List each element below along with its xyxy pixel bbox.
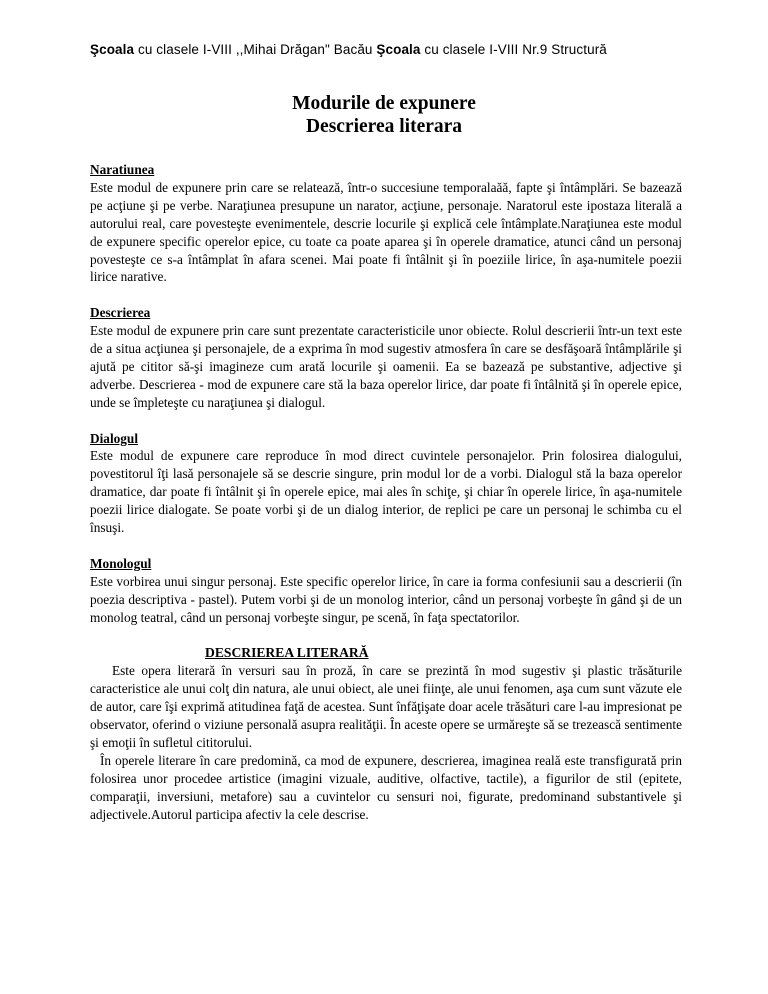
section-heading: Naratiunea (90, 162, 155, 177)
literary-heading: DESCRIEREA LITERARĂ (205, 645, 369, 661)
section-monologul (90, 555, 682, 627)
section-text: Este modul de expunere prin care sunt prezentate caracteristicile unor obiecte. Rolul descrierii într-un text este de a situa acţiunea şi personajele, de a exprima în mod sugestiv atmosfera în care se desfăşoară întâmplările şi ajută pe cititor să-şi imagineze cum arată locurile şi oamenii. Ea se bazează pe substantive, adjective şi adverbe. Descrierea - mod de expunere care stă la baza operelor lirice, dar poate fi întâlnită şi în operele epice, unde se împleteşte cu naraţiunea şi dialogul. (90, 323, 682, 410)
section-text: Este modul de expunere care reproduce în mod direct cuvintele personajelor. Prin folosirea dialogului, povestitorul îţi lasă personajele să se descrie singure, prin modul lor de a vorbi. Dialogul stă la baza operelor dramatice, dar poate fi întâlnit şi în operele epice, mai ales în schiţe, şi chiar în operele lirice, în aşa-numitele poezii lirice dialogate. Se poate vorbi şi de un dialog interior, de replici pe care un personaj le schimba cu el însuşi. (90, 448, 682, 536)
section-heading: Dialogul (90, 430, 139, 446)
title-line-1: Modurile de expunere (292, 93, 476, 114)
section-text: Este modul de expunere prin care se relatează, într-o succesiune temporalaăă, fapte şi întâmplări. Se bazează pe acţiune şi pe verbe. Naraţiunea presupune un narator, acţiune, personaje. Naratorul este ipostaza literală a autorului real, care povesteşte evenimentele, descrie locurile şi explică cele întâmplate.Naraţiunea este modul de expunere specific operelor epice, cu toate ca poate aparea şi în operele dramatice, atunci când un personaj povesteşte ce s-a întâmplat în afara scenei. Mai poate fi întâlnit şi în poeziile lirice, în aşa-numitele poezii lirice narative. (90, 179, 682, 285)
page-header (90, 42, 730, 57)
literary-paragraph-2: În operele literare în care predomină, ca mod de expunere, descrierea, imaginea reală este transfigurată prin folosirea unor procedee artistice (imagini vizuale, auditive, olfactive, tactile), a figurilor de stil (epitete, comparaţii, inversiuni, metafore) sau a cuvintelor cu sensuri noi, figurate, predominand substantivele şi adjectivele.Autorul participa afectiv la cele descrise. (90, 752, 682, 822)
document-title (0, 92, 768, 138)
section-dialogul (90, 430, 682, 537)
header-school-1-rest: cu clasele I-VIII ,,Mihai Drăgan" Bacău (134, 42, 377, 57)
section-naratiunea (90, 161, 682, 286)
section-text: Este vorbirea unui singur personaj. Este specific operelor lirice, în care ia forma confesiunii sau a descrierii (în poezia descriptiva - pastel). Putem vorbi şi de un monolog interior, când un personaj vorbeşte în gând şi de un monolog teatral, când un personaj vorbeşte singur, pe scenă, în faţa spectatorilor. (90, 573, 682, 625)
header-school-2-bold: Şcoala (376, 42, 421, 57)
section-heading: Monologul (90, 555, 152, 571)
header-school-2-rest: cu clasele I-VIII Nr.9 Structură (420, 42, 607, 57)
document-body (90, 161, 682, 823)
section-heading: Descrierea (90, 305, 151, 321)
header-school-1-bold: Şcoala (90, 42, 135, 57)
title-line-2: Descrierea literara (305, 116, 463, 137)
section-descrierea-literara (90, 644, 682, 823)
section-descrierea (90, 304, 682, 411)
literary-paragraph-1: Este opera literară în versuri sau în proză, în care se prezintă în mod sugestiv şi plastic trăsăturile caracteristice ale unui colţ din natura, ale unui obiect, ale unei fiinţe, ale unui fenomen, aşa cum sunt văzute ele de autor, care îşi exprimă atitudinea faţă de acestea. Sunt înfăţişate doar acele trăsături care l-au impresionat pe observator, oferind o viziune personală asupra realităţii. În aceste opere se urmăreşte să se trezească sentimente şi emoţii în sufletul cititorului. (90, 663, 682, 750)
